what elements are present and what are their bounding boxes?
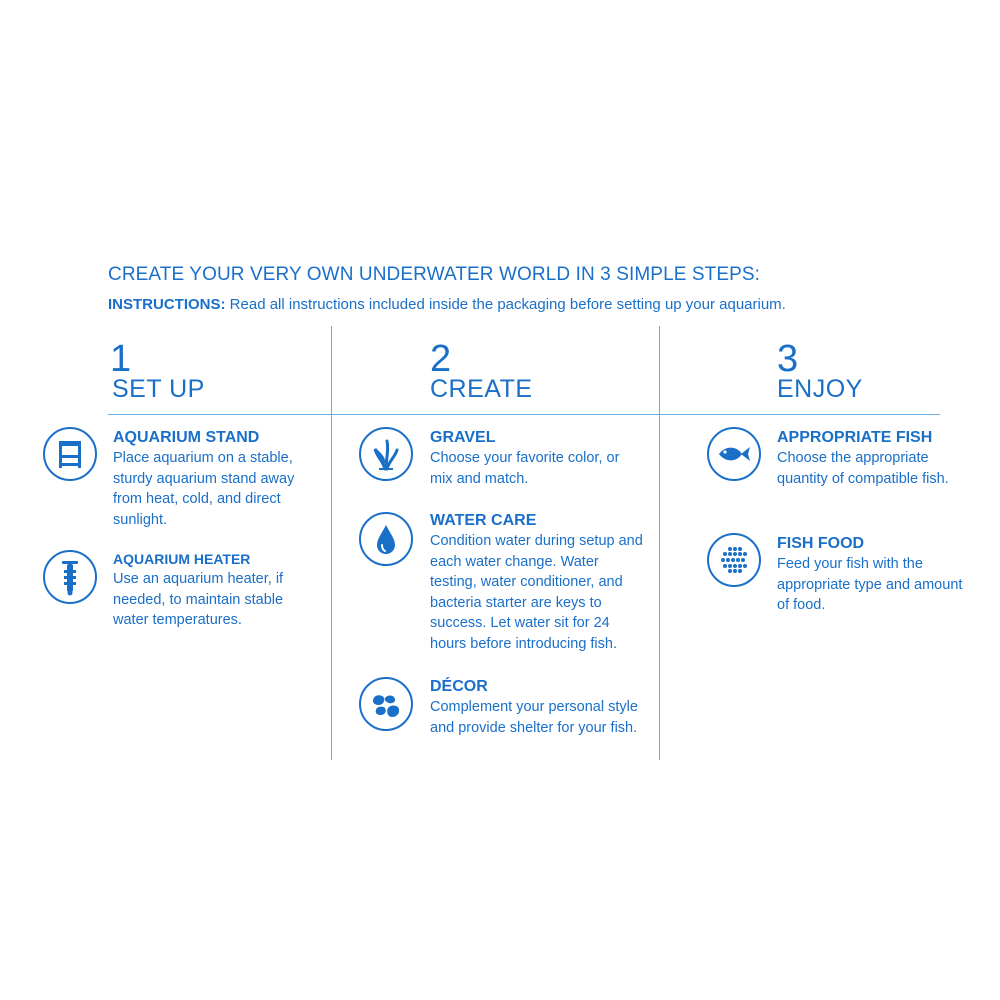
step-1-number: 1: [110, 338, 132, 380]
step-3-label: ENJOY: [777, 375, 863, 403]
item-title-aquarium-heater: AQUARIUM HEATER: [113, 551, 251, 567]
water-drop-icon: [359, 512, 413, 566]
fish-food-icon: [707, 533, 761, 587]
item-text-aquarium-heater: Use an aquarium heater, if needed, to maintain stable water temperatures.: [113, 571, 284, 628]
item-title-water-care: WATER CARE: [430, 512, 537, 529]
item-title-fish-food: FISH FOOD: [777, 535, 865, 552]
item-text-fish-food: Feed your fish with the appropriate type and amount of food.: [777, 556, 963, 613]
aquarium-stand-icon: [43, 427, 97, 481]
item-title-gravel: GRAVEL: [430, 429, 496, 446]
item-title-decor: DÉCOR: [430, 678, 488, 695]
item-text-aquarium-stand: Place aquarium on a stable, sturdy aquarium stand away from heat, cold, and direct sunlight.: [113, 450, 295, 528]
fish-icon: [707, 427, 761, 481]
item-title-aquarium-stand: AQUARIUM STAND: [113, 429, 260, 446]
step-3-number: 3: [777, 338, 799, 380]
instructions-label: INSTRUCTIONS:: [108, 296, 226, 313]
rocks-icon: [359, 677, 413, 731]
step-1-label: SET UP: [112, 375, 205, 403]
headline: CREATE YOUR VERY OWN UNDERWATER WORLD IN 3 SIMPLE STEPS:: [108, 264, 761, 285]
item-text-water-care: Condition water during setup and each water change. Water testing, water conditioner, and bacteria starter are keys to success. Let water sit for 24 hours before introducing fish.: [430, 533, 643, 652]
column-divider-1: [331, 326, 332, 760]
heater-icon: [43, 550, 97, 604]
item-text-appropriate-fish: Choose the appropriate quantity of compatible fish.: [777, 450, 949, 487]
step-2-label: CREATE: [430, 375, 533, 403]
header-divider: [108, 414, 940, 415]
plant-icon: [359, 427, 413, 481]
item-text-gravel: Choose your favorite color, or mix and match.: [430, 450, 620, 487]
column-divider-2: [659, 326, 660, 760]
item-title-appropriate-fish: APPROPRIATE FISH: [777, 429, 933, 446]
item-text-decor: Complement your personal style and provide shelter for your fish.: [430, 699, 638, 736]
instructions: [108, 296, 786, 313]
instructions-text: Read all instructions included inside the packaging before setting up your aquarium.: [229, 296, 786, 313]
step-2-number: 2: [430, 338, 452, 380]
